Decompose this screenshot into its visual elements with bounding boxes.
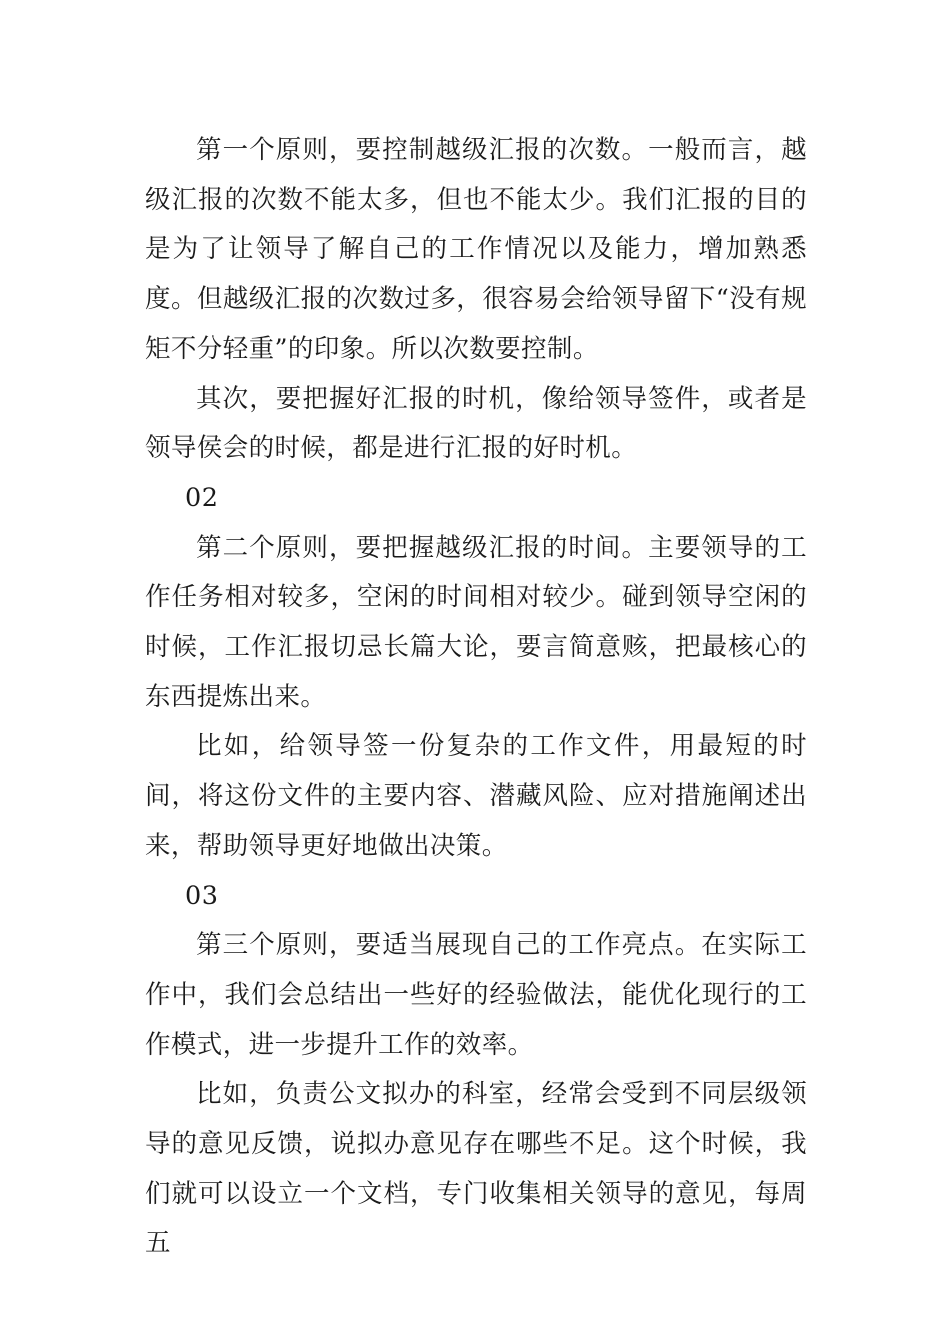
section-number-02: 02 [185, 482, 219, 513]
paragraph-timing: 其次，要把握好汇报的时机，像给领导签件，或者是领导侯会的时候，都是进行汇报的好时机。 [145, 383, 807, 464]
section-number-03: 03 [185, 880, 219, 911]
paragraph-principle-three: 第三个原则，要适当展现自己的工作亮点。在实际工作中，我们会总结出一些好的经验做法，能优化现行的工作模式，进一步提升工作的效率。 [145, 930, 807, 1060]
paragraph-example-drafting: 比如，负责公文拟办的科室，经常会受到不同层级领导的意见反馈，说拟办意见存在哪些不足。这个时候，我们就可以设立一个文档，专门收集相关领导的意见，每周五 [145, 1079, 807, 1259]
paragraph-principle-two: 第二个原则，要把握越级汇报的时间。主要领导的工作任务相对较多，空闲的时间相对较少。碰到领导空闲的时候，工作汇报切忌长篇大论，要言简意赅，把最核心的东西提炼出来。 [145, 532, 807, 712]
document-body [145, 126, 807, 1269]
paragraph-example-signing: 比如，给领导签一份复杂的工作文件，用最短的时间，将这份文件的主要内容、潜藏风险、应对措施阐述出来，帮助领导更好地做出决策。 [145, 731, 807, 861]
paragraph-principle-one: 第一个原则，要控制越级汇报的次数。一般而言，越级汇报的次数不能太多，但也不能太少。我们汇报的目的是为了让领导了解自己的工作情况以及能力，增加熟悉度。但越级汇报的次数过多，很容易会给领导留下“没有规矩不分轻重”的印象。所以次数要控制。 [145, 135, 807, 364]
